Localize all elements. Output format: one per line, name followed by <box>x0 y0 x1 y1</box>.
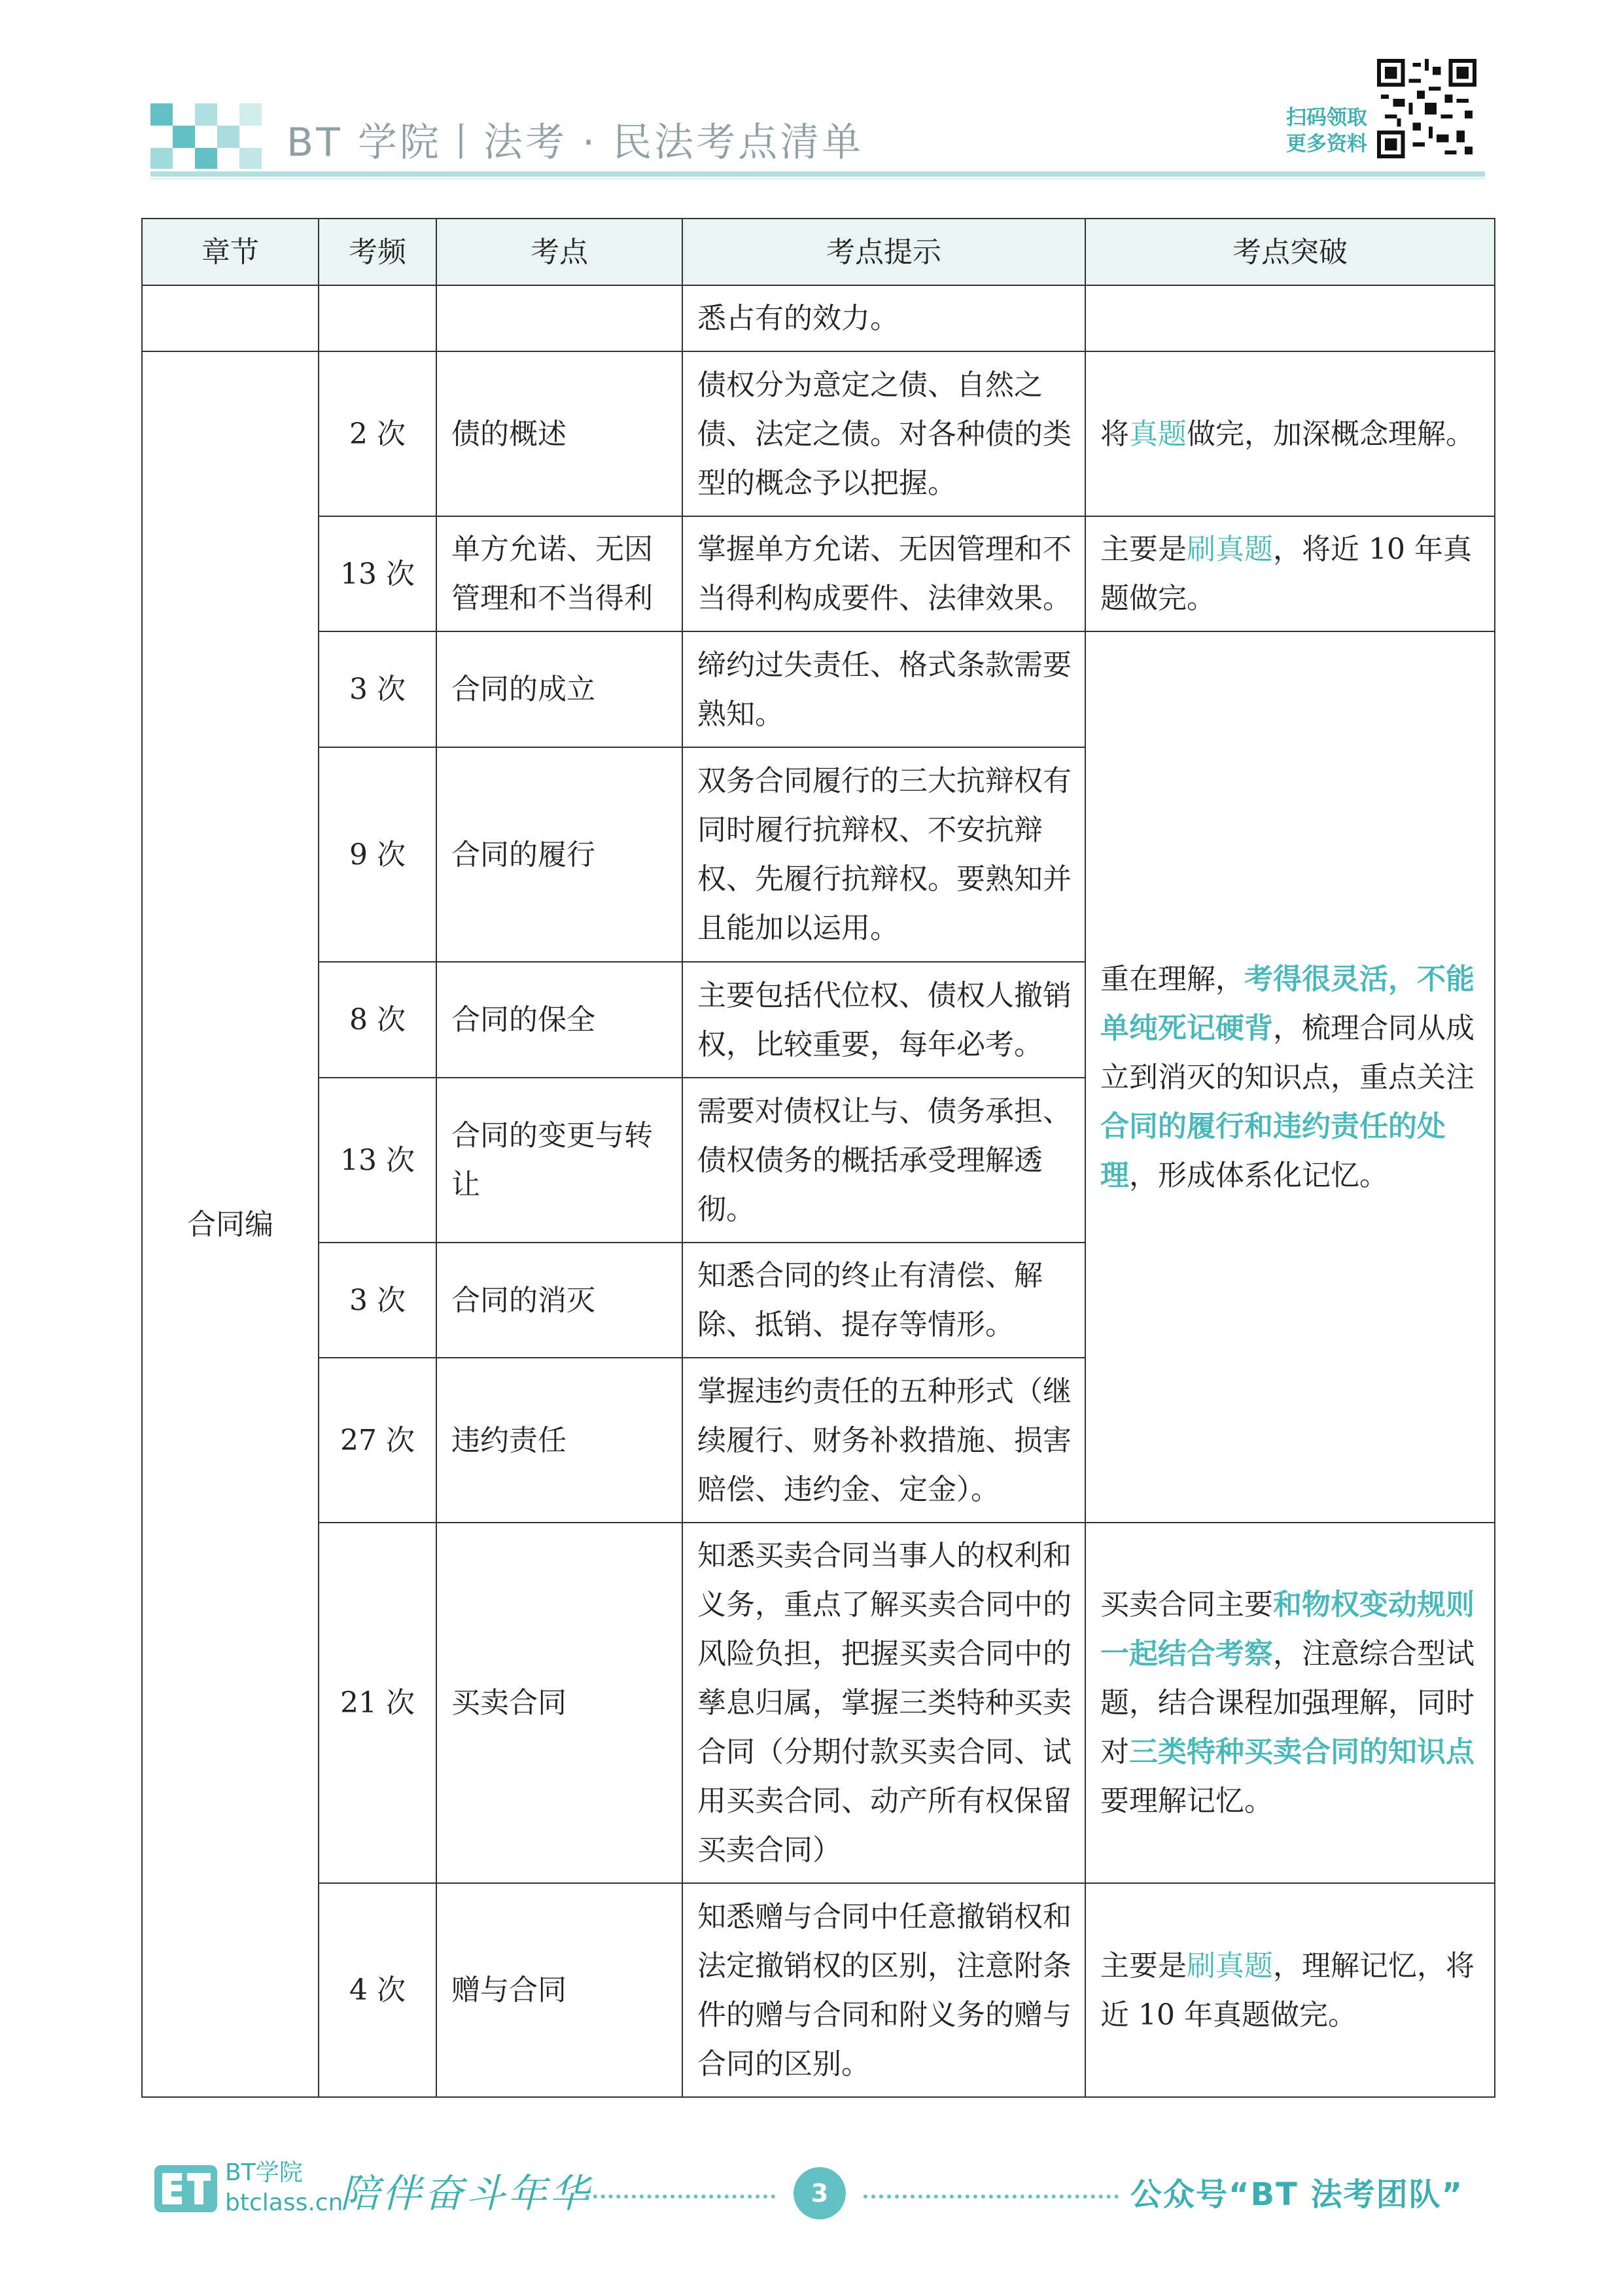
breakthrough-cell <box>1085 1523 1495 1883</box>
text-segment: 做完，加深概念理解。 <box>1187 417 1475 451</box>
text-segment: ，理解记忆，将近 10 年真题做完。 <box>1100 1949 1475 2032</box>
empty-cell <box>319 285 436 351</box>
point-cell: 买卖合同 <box>436 1523 682 1883</box>
scan-line-2: 更多资料 <box>1286 132 1367 156</box>
text-segment: ，注意综合型试题，结合课程加强理解，同时对 <box>1100 1637 1475 1769</box>
point-cell: 债的概述 <box>436 351 682 516</box>
header-divider <box>150 171 1485 177</box>
table-row <box>142 631 1495 747</box>
table-row <box>142 351 1495 516</box>
point-cell: 合同的消灭 <box>436 1243 682 1358</box>
frequency-cell: 4 次 <box>319 1883 436 2097</box>
tip-cell: 知悉买卖合同当事人的权利和义务，重点了解买卖合同中的风险负担，把握买卖合同中的孳息归属，掌握三类特种买卖合同（分期付款买卖合同、试用买卖合同、动产所有权保留买卖合同） <box>682 1523 1085 1883</box>
text-segment: ，形成体系化记忆。 <box>1129 1158 1388 1192</box>
highlight-text: 刷真题 <box>1187 533 1273 566</box>
highlight-text: 刷真题 <box>1187 1949 1273 1983</box>
tip-cell: 缔约过失责任、格式条款需要熟知。 <box>682 631 1085 747</box>
page-footer <box>0 2127 1623 2257</box>
frequency-cell: 2 次 <box>319 351 436 516</box>
tip-cell: 知悉赠与合同中任意撤销权和法定撤销权的区别，注意附条件的赠与合同和附义务的赠与合同的区别。 <box>682 1883 1085 2097</box>
text-segment: 重在理解， <box>1100 962 1244 996</box>
page-number: 3 <box>794 2167 846 2219</box>
table-row <box>142 1883 1495 2097</box>
point-cell: 合同的保全 <box>436 962 682 1078</box>
col-header-chapter: 章节 <box>142 219 319 285</box>
tip-cell: 掌握违约责任的五种形式（继续履行、财务补救措施、损害赔偿、违约金、定金）。 <box>682 1358 1085 1523</box>
highlight-text: 和物权变动规则一起结合考察 <box>1100 1588 1475 1670</box>
table-row <box>142 285 1495 351</box>
text-segment: ，梳理合同从成立到消灭的知识点，重点关注 <box>1100 1011 1475 1094</box>
tip-cell: 需要对债权让与、债务承担、债权债务的概括承受理解透彻。 <box>682 1078 1085 1243</box>
tip-cell: 债权分为意定之债、自然之债、法定之债。对各种债的类型的概念予以把握。 <box>682 351 1085 516</box>
text-segment: 要理解记忆。 <box>1100 1784 1273 1818</box>
empty-cell <box>1085 285 1495 351</box>
point-cell: 合同的变更与转让 <box>436 1078 682 1243</box>
brand-url: btclass.cn <box>225 2189 343 2216</box>
tip-cell: 掌握单方允诺、无因管理和不当得利构成要件、法律效果。 <box>682 516 1085 631</box>
table-header-row <box>142 219 1495 285</box>
page-header <box>0 0 1623 190</box>
highlight-text: 考得很灵活，不能单纯死记硬背 <box>1100 962 1475 1045</box>
tip-cell: 知悉合同的终止有清偿、解除、抵销、提存等情形。 <box>682 1243 1085 1358</box>
highlight-text: 真题 <box>1129 417 1187 451</box>
breakthrough-cell <box>1085 351 1495 516</box>
text-segment: 买卖合同主要 <box>1100 1588 1273 1621</box>
header-title: BT 学院丨法考 · 民法考点清单 <box>287 120 864 166</box>
tip-cell: 主要包括代位权、债权人撤销权，比较重要，每年必考。 <box>682 962 1085 1078</box>
point-cell: 单方允诺、无因管理和不当得利 <box>436 516 682 631</box>
col-header-breakthrough: 考点突破 <box>1085 219 1495 285</box>
point-cell: 违约责任 <box>436 1358 682 1523</box>
scan-qr-label <box>1263 105 1367 157</box>
point-cell: 赠与合同 <box>436 1883 682 2097</box>
frequency-cell: 3 次 <box>319 1243 436 1358</box>
wechat-account: 公众号“BT 法考团队” <box>1130 2176 1464 2213</box>
footer-slogan: 陪伴奋斗年华 <box>340 2171 591 2217</box>
col-header-point: 考点 <box>436 219 682 285</box>
table-row <box>142 1523 1495 1883</box>
text-segment: 主要是 <box>1100 533 1187 566</box>
empty-cell <box>436 285 682 351</box>
qr-code-icon <box>1377 59 1476 158</box>
text-segment: ，将近 10 年真题做完。 <box>1100 533 1472 615</box>
table-row <box>142 516 1495 631</box>
breakthrough-cell <box>1085 1883 1495 2097</box>
header-divider-thin <box>150 178 1485 179</box>
bt-logo-icon <box>153 2163 218 2215</box>
frequency-cell: 3 次 <box>319 631 436 747</box>
highlight-text: 合同的履行和违约责任的处理 <box>1100 1109 1446 1192</box>
footer-brand <box>225 2158 343 2218</box>
col-header-frequency: 考频 <box>319 219 436 285</box>
empty-cell <box>142 285 319 351</box>
point-cell: 合同的成立 <box>436 631 682 747</box>
frequency-cell: 13 次 <box>319 516 436 631</box>
text-segment: 将 <box>1100 417 1129 451</box>
frequency-cell: 13 次 <box>319 1078 436 1243</box>
tip-cell: 悉占有的效力。 <box>682 285 1085 351</box>
frequency-cell: 9 次 <box>319 747 436 962</box>
logo-checker-icon <box>150 103 268 169</box>
dotted-divider <box>864 2195 1119 2199</box>
brand-name: BT学院 <box>225 2159 303 2186</box>
breakthrough-cell <box>1085 631 1495 1523</box>
chapter-cell: 合同编 <box>142 351 319 2097</box>
exam-points-table <box>141 218 1495 2098</box>
breakthrough-cell <box>1085 516 1495 631</box>
dotted-divider <box>585 2195 775 2199</box>
frequency-cell: 21 次 <box>319 1523 436 1883</box>
point-cell: 合同的履行 <box>436 747 682 962</box>
scan-line-1: 扫码领取 <box>1286 106 1367 130</box>
frequency-cell: 27 次 <box>319 1358 436 1523</box>
text-segment: 主要是 <box>1100 1949 1187 1983</box>
frequency-cell: 8 次 <box>319 962 436 1078</box>
tip-cell: 双务合同履行的三大抗辩权有同时履行抗辩权、不安抗辩权、先履行抗辩权。要熟知并且能加以运用。 <box>682 747 1085 962</box>
col-header-tip: 考点提示 <box>682 219 1085 285</box>
highlight-text: 三类特种买卖合同的知识点 <box>1129 1735 1475 1769</box>
